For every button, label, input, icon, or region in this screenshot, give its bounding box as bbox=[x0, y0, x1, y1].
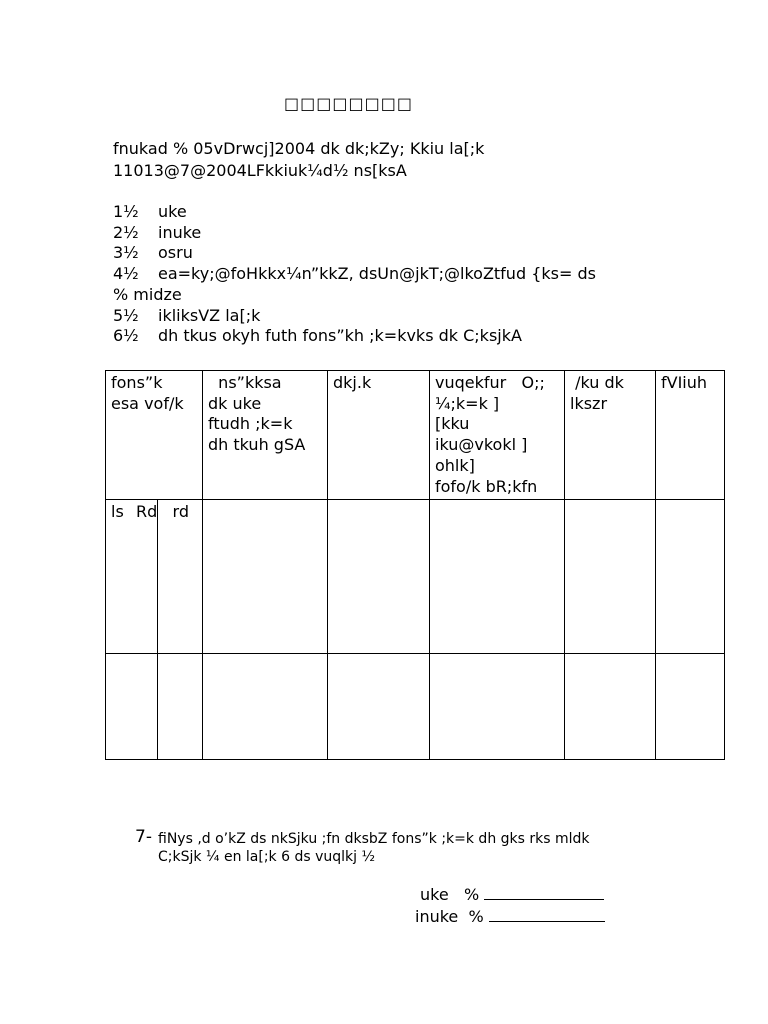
name-label: uke % bbox=[420, 885, 485, 904]
item-list bbox=[113, 202, 673, 347]
signature-post-line bbox=[415, 907, 605, 926]
table-header-row bbox=[106, 371, 725, 500]
cell-to: Rd rd bbox=[158, 500, 203, 654]
question-number: 7- bbox=[135, 827, 152, 847]
intro-block bbox=[113, 138, 484, 182]
table-row bbox=[106, 500, 725, 654]
table-cell bbox=[328, 654, 430, 760]
header-expenses: vuqekfur O;; ¼;k=k ] [kku iku@vkokl ] ohlk] fofo/k bR;kfn bbox=[430, 371, 565, 500]
table-cell bbox=[203, 500, 328, 654]
table-cell bbox=[656, 500, 725, 654]
name-blank bbox=[484, 885, 604, 900]
table-cell bbox=[430, 500, 565, 654]
table-cell bbox=[565, 500, 656, 654]
post-blank bbox=[489, 907, 605, 922]
list-item: 5½ ikliksVZ la[;k bbox=[113, 305, 261, 325]
cell-from: ls bbox=[106, 500, 158, 654]
table-cell bbox=[656, 654, 725, 760]
travel-table bbox=[105, 370, 725, 760]
intro-line-2: 11013@7@2004LFkkiuk¼d½ ns[ksA bbox=[113, 161, 407, 180]
list-item: 4½ ea=ky;@foHkkx¼n”kkZ, dsUn@jkT;@lkoZtfud {ks= ds bbox=[113, 264, 596, 284]
table-cell bbox=[203, 654, 328, 760]
list-item: 2½ inuke bbox=[113, 222, 202, 242]
question-text: fiNys ,d o’kZ ds nkSjku ;fn dksbZ fons”k ;k=k dh gks rks mldk C;kSjk ¼ en la[;k 6 ds vuqlkj ½ bbox=[158, 831, 590, 865]
header-reason: dkj.k bbox=[328, 371, 430, 500]
post-label: inuke % bbox=[415, 907, 489, 926]
signature-name-line bbox=[420, 885, 604, 904]
intro-line-1: fnukad % 05vDrwcj]2004 dk dk;kZy; Kkiu la[;k bbox=[113, 139, 485, 158]
list-item: 3½ osru bbox=[113, 243, 193, 263]
table-cell bbox=[565, 654, 656, 760]
table-cell bbox=[328, 500, 430, 654]
header-remarks: fVIiuh bbox=[656, 371, 725, 500]
header-funds-source: /ku dk lkszr bbox=[565, 371, 656, 500]
table-cell bbox=[158, 654, 203, 760]
list-item: 6½ dh tkus okyh futh fons”kh ;k=kvks dk C;ksjkA bbox=[113, 326, 522, 346]
table-row bbox=[106, 654, 725, 760]
table-cell bbox=[106, 654, 158, 760]
header-duration: fons”k esa vof/k bbox=[106, 371, 203, 500]
list-item-continuation: % midze bbox=[113, 284, 182, 304]
header-countries: ns”kksa dk uke ftudh ;k=k dh tkuh gSA bbox=[203, 371, 328, 500]
table-cell bbox=[430, 654, 565, 760]
list-item: 1½ uke bbox=[113, 202, 187, 221]
document-title: □□□□□□□□ bbox=[284, 94, 413, 113]
